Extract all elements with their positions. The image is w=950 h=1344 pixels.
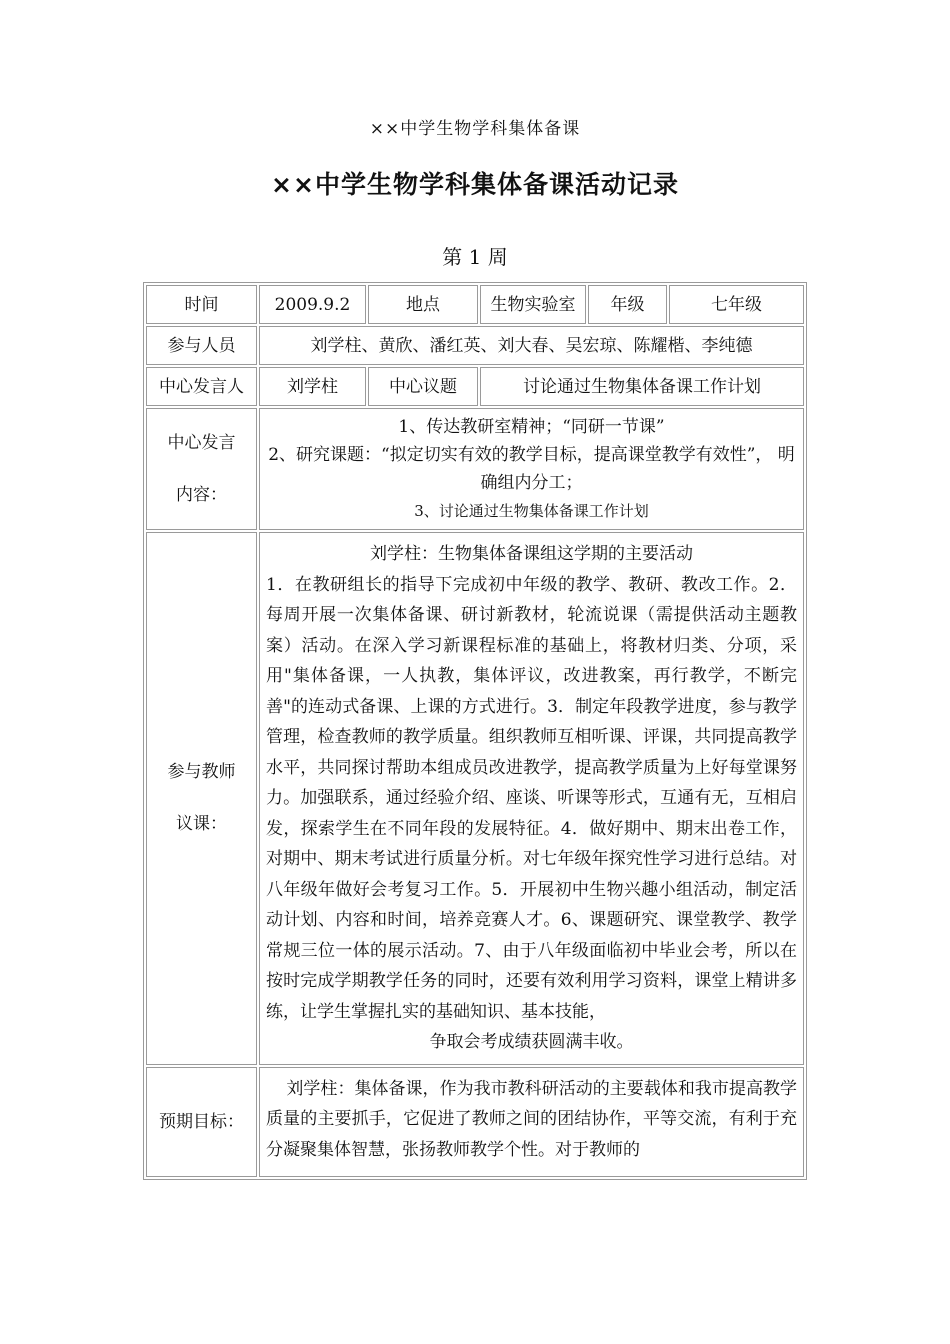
- speech-content: [259, 408, 804, 530]
- table-row-speaker: [146, 367, 804, 406]
- expected-goal-label: 预期目标：: [146, 1067, 257, 1177]
- discussion-closing: 争取会考成绩获圆满丰收。: [429, 1032, 634, 1052]
- speech-content-label: [146, 408, 257, 530]
- participants-value: 刘学柱、黄欣、潘红英、刘大春、吴宏琼、陈耀楷、李纯德: [259, 326, 804, 365]
- discussion-label-line2: 议课：: [176, 814, 227, 835]
- expected-goal-content: [259, 1067, 804, 1177]
- week-label: 第 1 周: [442, 245, 508, 269]
- table-row-basic-info: [146, 285, 804, 324]
- place-value: 生物实验室: [480, 285, 586, 324]
- place-label: 地点: [368, 285, 478, 324]
- topic-value: 讨论通过生物集体备课工作计划: [480, 367, 804, 406]
- activity-record-table: [143, 282, 807, 1180]
- topic-label: 中心议题: [368, 367, 478, 406]
- grade-value: 七年级: [669, 285, 804, 324]
- discussion-label-line1: 参与教师: [167, 762, 236, 783]
- speech-item-1: 1、传达教研室精神；“同研一节课”: [398, 417, 665, 437]
- table-row-expected-goal: [146, 1067, 804, 1177]
- table-row-participants: [146, 326, 804, 365]
- discussion-content: [259, 532, 804, 1065]
- document-subtitle: ××中学生物学科集体备课: [369, 119, 581, 139]
- speech-label-line2: 内容：: [176, 485, 227, 505]
- grade-label: 年级: [588, 285, 667, 324]
- time-value: 2009.9.2: [259, 285, 366, 324]
- speech-item-2: 2、研究课题：“拟定切实有效的教学目标，提高课堂教学有效性”， 明确组内分工；: [268, 445, 795, 493]
- table-row-speech-content: [146, 408, 804, 530]
- table-row-teacher-discussion: [146, 532, 804, 1065]
- speaker-value: 刘学柱: [259, 367, 366, 406]
- speech-label-line1: 中心发言: [167, 433, 236, 453]
- speaker-label: 中心发言人: [146, 367, 257, 406]
- discussion-heading: 刘学柱：生物集体备课组这学期的主要活动: [370, 544, 693, 564]
- expected-goal-body: 刘学柱：集体备课，作为我市教科研活动的主要载体和我市提高教学质量的主要抓手，它促进了教师之间的团结协作，平等交流，有利于充分凝聚集体智慧，张扬教师教学个性。对于教师的: [266, 1078, 797, 1160]
- time-label: 时间: [146, 285, 257, 324]
- participants-label: 参与人员: [146, 326, 257, 365]
- discussion-label: [146, 532, 257, 1065]
- speech-item-3: 3、讨论通过生物集体备课工作计划: [414, 502, 649, 520]
- discussion-body: 1．在教研组长的指导下完成初中年级的教学、教研、教改工作。2．每周开展一次集体备课、研讨新教材，轮流说课（需提供活动主题教案）活动。在深入学习新课程标准的基础上，将教材归类、分项，采用"集体备课，一人执教，集体评议，改进教案，再行教学，不断完善"的连动式备课、上课的方式进行。3．制定年段教学进度，参与教学管理，检查教师的教学质量。组织教师互相听课、评课，共同提高教学水平，共同探讨帮助本组成员改进教学，提高教学质量为上好每堂课努力。加强联系，通过经验介绍、座谈、听课等形式，互通有无，互相启发，探索学生在不同年段的发展特征。4．做好期中、期末出卷工作，对期中、期末考试进行质量分析。对七年级年探究性学习进行总结。对八年级年做好会考复习工作。5．开展初中生物兴趣小组活动，制定活动计划、内容和时间，培养竞赛人才。6、课题研究、课堂教学、教学常规三位一体的展示活动。7、由于八年级面临初中毕业会考，所以在按时完成学期教学任务的同时，还要有效利用学习资料，课堂上精讲多练，让学生掌握扎实的基础知识、基本技能，: [266, 574, 797, 1022]
- document-title: ××中学生物学科集体备课活动记录: [271, 170, 679, 199]
